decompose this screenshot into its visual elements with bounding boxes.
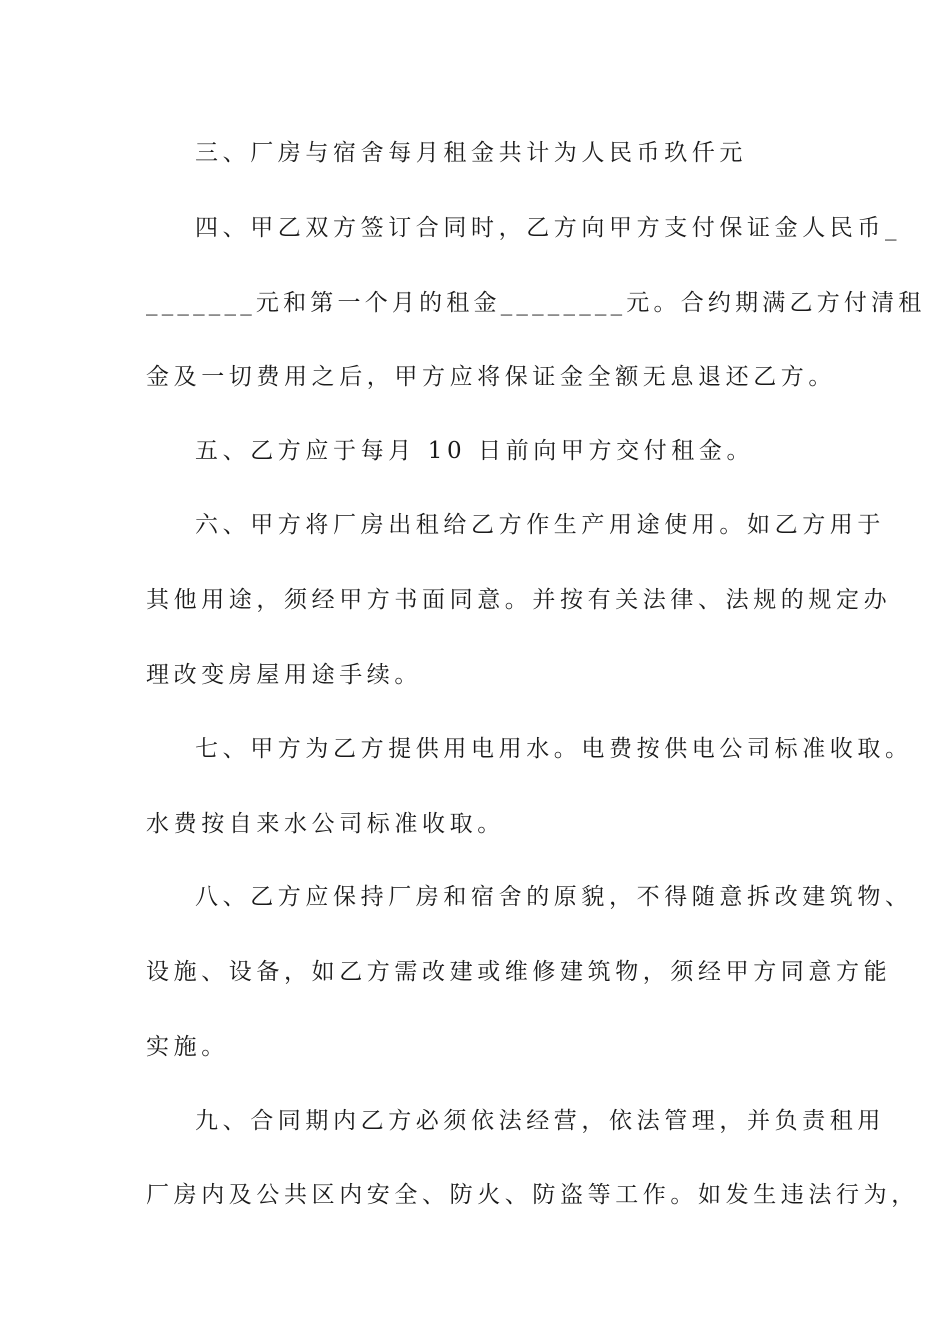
clause-9-line-1: 九、合同期内乙方必须依法经营，依法管理，并负责租用: [195, 1108, 885, 1134]
clause-9-line-2: 厂房内及公共区内安全、防火、防盗等工作。如发生违法行为，: [146, 1182, 919, 1208]
clause-7-line-2: 水费按自来水公司标准收取。: [146, 811, 505, 837]
clause-4-line-2: _______元和第一个月的租金________元。合约期满乙方付清租: [146, 290, 926, 316]
clause-3-line-1: 三、厂房与宿舍每月租金共计为人民币玖仟元: [195, 140, 747, 166]
clause-8-line-3: 实施。: [146, 1034, 229, 1060]
clause-4-line-1: 四、甲乙双方签订合同时，乙方向甲方支付保证金人民币_: [195, 215, 902, 241]
clause-5-line-1: 五、乙方应于每月 10 日前向甲方交付租金。: [195, 438, 755, 464]
clause-8-line-2: 设施、设备，如乙方需改建或维修建筑物，须经甲方同意方能: [146, 959, 892, 985]
clause-7-line-1: 七、甲方为乙方提供用电用水。电费按供电公司标准收取。: [195, 736, 913, 762]
clause-6-line-1: 六、甲方将厂房出租给乙方作生产用途使用。如乙方用于: [195, 512, 885, 538]
clause-6-line-2: 其他用途，须经甲方书面同意。并按有关法律、法规的规定办: [146, 587, 892, 613]
clause-6-line-3: 理改变房屋用途手续。: [146, 662, 422, 688]
clause-8-line-1: 八、乙方应保持厂房和宿舍的原貌，不得随意拆改建筑物、: [195, 884, 913, 910]
clause-4-line-3: 金及一切费用之后，甲方应将保证金全额无息退还乙方。: [146, 364, 836, 390]
